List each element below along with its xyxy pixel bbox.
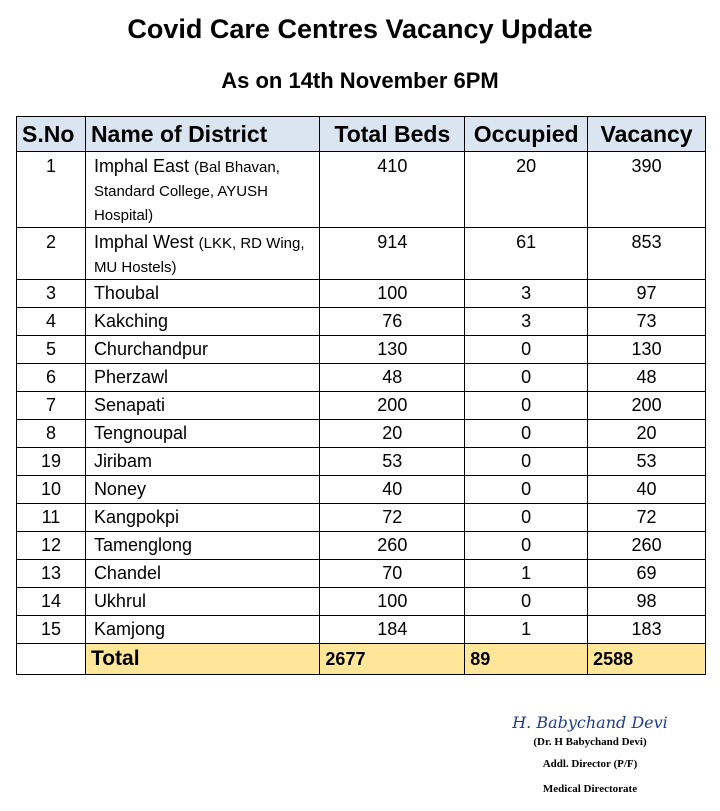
header-vacancy: Vacancy bbox=[588, 117, 706, 152]
occupied-cell: 0 bbox=[465, 336, 588, 364]
handwritten-signature: H. Babychand Devi bbox=[512, 712, 668, 732]
signatory-organization: Medical Directorate bbox=[542, 783, 638, 795]
district-name: Senapati bbox=[93, 395, 165, 415]
total-beds-cell: 53 bbox=[320, 448, 465, 476]
district-name: Churchandpur bbox=[93, 339, 209, 359]
header-total-beds: Total Beds bbox=[320, 117, 465, 152]
total-beds-cell: 410 bbox=[320, 152, 465, 228]
vacancy-cell: 200 bbox=[588, 392, 706, 420]
total-beds-cell: 184 bbox=[320, 616, 465, 644]
district-name: Ukhrul bbox=[93, 591, 146, 611]
district-centres-note: (LKK, RD Wing, MU Hostels) bbox=[93, 235, 305, 276]
total-beds-cell: 200 bbox=[320, 392, 465, 420]
table-header-row bbox=[17, 117, 706, 152]
total-beds-cell: 76 bbox=[320, 308, 465, 336]
occupied-cell: 3 bbox=[465, 308, 588, 336]
total-beds-cell: 100 bbox=[320, 588, 465, 616]
table-row bbox=[17, 616, 706, 644]
sno-cell: 7 bbox=[17, 392, 86, 420]
district-name: Noney bbox=[93, 479, 146, 499]
sno-cell: 12 bbox=[17, 532, 86, 560]
vacancy-cell: 98 bbox=[588, 588, 706, 616]
header-district: Name of District bbox=[85, 117, 319, 152]
sno-cell: 1 bbox=[17, 152, 86, 228]
total-sno-cell bbox=[17, 644, 86, 675]
table-row bbox=[17, 336, 706, 364]
table-row bbox=[17, 392, 706, 420]
occupied-cell: 0 bbox=[465, 476, 588, 504]
table-row bbox=[17, 504, 706, 532]
sno-cell: 11 bbox=[17, 504, 86, 532]
total-beds-cell: 70 bbox=[320, 560, 465, 588]
table-row bbox=[17, 280, 706, 308]
vacancy-cell: 40 bbox=[588, 476, 706, 504]
occupied-cell: 3 bbox=[465, 280, 588, 308]
vacancy-cell: 390 bbox=[588, 152, 706, 228]
occupied-cell: 0 bbox=[465, 504, 588, 532]
vacancy-cell: 260 bbox=[588, 532, 706, 560]
vacancy-table bbox=[16, 116, 706, 675]
vacancy-cell: 69 bbox=[588, 560, 706, 588]
occupied-cell: 20 bbox=[465, 152, 588, 228]
district-cell bbox=[85, 560, 319, 588]
sno-cell: 8 bbox=[17, 420, 86, 448]
total-beds-cell: 48 bbox=[320, 364, 465, 392]
sno-cell: 15 bbox=[17, 616, 86, 644]
sno-cell: 14 bbox=[17, 588, 86, 616]
district-cell bbox=[85, 280, 319, 308]
vacancy-cell: 72 bbox=[588, 504, 706, 532]
sno-cell: 6 bbox=[17, 364, 86, 392]
district-cell bbox=[85, 504, 319, 532]
table-row bbox=[17, 532, 706, 560]
total-beds-cell: 260 bbox=[320, 532, 465, 560]
district-cell bbox=[85, 616, 319, 644]
table-row bbox=[17, 476, 706, 504]
district-name: Jiribam bbox=[93, 451, 152, 471]
vacancy-cell: 20 bbox=[588, 420, 706, 448]
occupied-cell: 0 bbox=[465, 532, 588, 560]
sno-cell: 13 bbox=[17, 560, 86, 588]
total-beds-cell: 130 bbox=[320, 336, 465, 364]
vacancy-cell: 48 bbox=[588, 364, 706, 392]
table-body bbox=[17, 152, 706, 644]
total-beds-cell: 20 bbox=[320, 420, 465, 448]
table-row bbox=[17, 588, 706, 616]
table-row bbox=[17, 448, 706, 476]
district-cell bbox=[85, 152, 319, 228]
district-name: Kakching bbox=[93, 311, 168, 331]
total-beds-cell: 914 bbox=[320, 228, 465, 280]
page-title: Covid Care Centres Vacancy Update bbox=[127, 14, 593, 44]
district-name: Chandel bbox=[93, 563, 161, 583]
district-cell bbox=[85, 532, 319, 560]
header-occupied: Occupied bbox=[465, 117, 588, 152]
district-name: Kangpokpi bbox=[93, 507, 180, 527]
total-vacancy: 2588 bbox=[588, 644, 706, 675]
occupied-cell: 0 bbox=[465, 420, 588, 448]
district-cell bbox=[85, 392, 319, 420]
signature-block bbox=[500, 708, 680, 795]
vacancy-cell: 53 bbox=[588, 448, 706, 476]
signatory-name: (Dr. H Babychand Devi) bbox=[533, 736, 647, 748]
vacancy-cell: 73 bbox=[588, 308, 706, 336]
district-cell bbox=[85, 308, 319, 336]
sno-cell: 4 bbox=[17, 308, 86, 336]
district-cell bbox=[85, 228, 319, 280]
occupied-cell: 0 bbox=[465, 392, 588, 420]
table-row bbox=[17, 364, 706, 392]
total-row bbox=[17, 644, 706, 675]
vacancy-cell: 130 bbox=[588, 336, 706, 364]
occupied-cell: 61 bbox=[465, 228, 588, 280]
sno-cell: 3 bbox=[17, 280, 86, 308]
occupied-cell: 1 bbox=[465, 616, 588, 644]
district-cell bbox=[85, 588, 319, 616]
district-cell bbox=[85, 448, 319, 476]
vacancy-cell: 183 bbox=[588, 616, 706, 644]
sno-cell: 19 bbox=[17, 448, 86, 476]
district-name: Tengnoupal bbox=[93, 423, 188, 443]
total-beds-cell: 72 bbox=[320, 504, 465, 532]
table-row bbox=[17, 420, 706, 448]
district-name: Imphal West bbox=[93, 232, 194, 252]
vacancy-cell: 853 bbox=[588, 228, 706, 280]
district-name: Tamenglong bbox=[93, 535, 193, 555]
table-row bbox=[17, 152, 706, 228]
total-beds-cell: 100 bbox=[320, 280, 465, 308]
total-beds-cell: 40 bbox=[320, 476, 465, 504]
header-sno: S.No bbox=[17, 117, 86, 152]
district-name: Kamjong bbox=[93, 619, 165, 639]
table-row bbox=[17, 228, 706, 280]
district-cell bbox=[85, 420, 319, 448]
table-row bbox=[17, 308, 706, 336]
district-name: Pherzawl bbox=[93, 367, 168, 387]
district-centres-note: (Bal Bhavan, Standard College, AYUSH Hospital) bbox=[93, 159, 280, 224]
occupied-cell: 0 bbox=[465, 448, 588, 476]
district-name: Imphal East bbox=[93, 156, 189, 176]
occupied-cell: 0 bbox=[465, 588, 588, 616]
sno-cell: 10 bbox=[17, 476, 86, 504]
total-occupied: 89 bbox=[465, 644, 588, 675]
sno-cell: 5 bbox=[17, 336, 86, 364]
district-name: Thoubal bbox=[93, 283, 159, 303]
occupied-cell: 1 bbox=[465, 560, 588, 588]
sno-cell: 2 bbox=[17, 228, 86, 280]
vacancy-cell: 97 bbox=[588, 280, 706, 308]
district-cell bbox=[85, 476, 319, 504]
signatory-designation: Addl. Director (P/F) bbox=[542, 758, 638, 770]
occupied-cell: 0 bbox=[465, 364, 588, 392]
district-cell bbox=[85, 336, 319, 364]
table-row bbox=[17, 560, 706, 588]
page-subtitle: As on 14th November 6PM bbox=[221, 68, 499, 93]
district-cell bbox=[85, 364, 319, 392]
total-label: Total bbox=[85, 644, 319, 675]
total-beds: 2677 bbox=[320, 644, 465, 675]
